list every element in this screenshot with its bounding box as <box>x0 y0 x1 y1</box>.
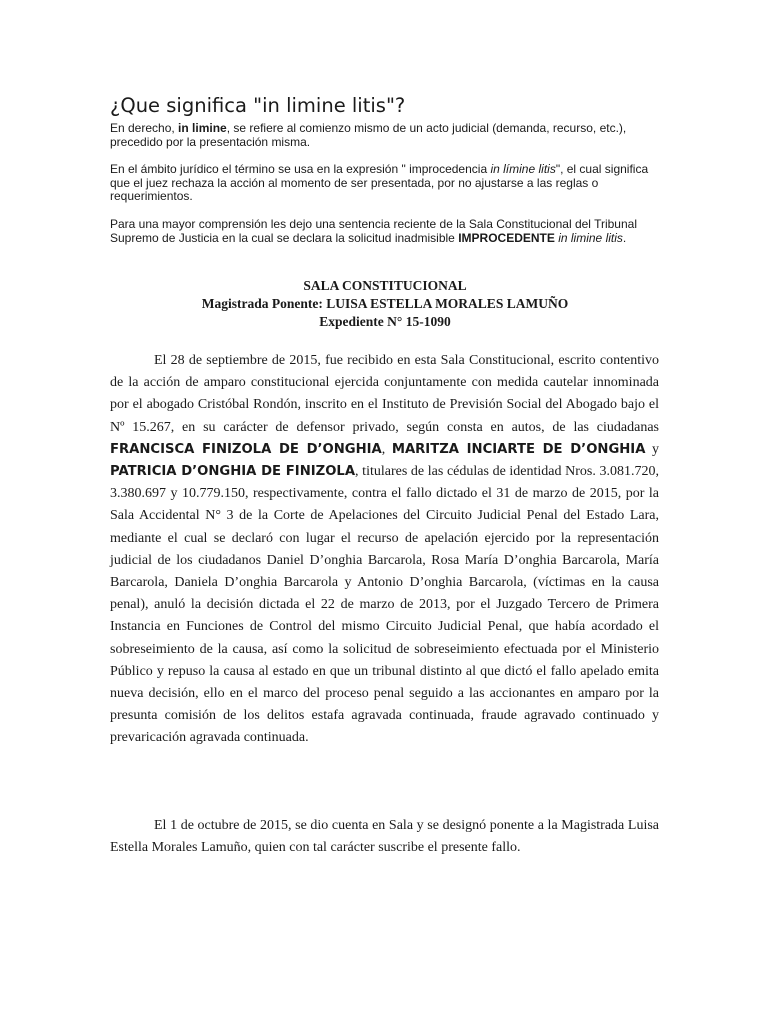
text-span: y <box>645 441 659 457</box>
bold-term: in limine <box>178 121 227 135</box>
bold-term: IMPROCEDENTE <box>458 230 555 245</box>
party-name: PATRICIA D’ONGHIA DE FINIZOLA <box>110 464 356 480</box>
ruling-paragraph-2 <box>110 815 659 859</box>
text-span: El 1 de octubre de 2015, se dio cuenta en Sala y se designó ponente a la Magistrada Luisa Estella Morales Lamuño, quien con tal carácter suscribe el presente fallo. <box>110 818 659 856</box>
italic-term: in límine litis <box>490 162 556 176</box>
text-span: Para una mayor comprensión les dejo una sentencia reciente de la Sala Constitucional del Tribunal Supremo de Justicia en la cual se declara la solicitud inadmisible <box>110 217 637 245</box>
text-span: . <box>622 230 627 245</box>
party-name: MARITZA INCIARTE DE D’ONGHIA <box>391 441 646 457</box>
italic-term: in limine litis <box>558 230 623 245</box>
intro-paragraph <box>110 218 662 245</box>
definition-paragraph <box>110 122 662 149</box>
ruling-heading <box>110 277 660 331</box>
text-span: , titulares de las cédulas de identidad Nros. 3.081.720, 3.380.697 y 10.779.150, respectivamente, contra el fallo dictado el 31 de marzo de 2015, por la Sala Accidental N° 3 de la Corte de Apelaciones del Circuito Judicial Penal del Estado Lara, mediante el cual se declaró con lugar el recurso de apelación ejercido por la representación judicial de los ciudadanos Daniel D’onghia Barcarola, Rosa María D’onghia Barcarola, María Barcarola, Daniela D’onghia Barcarola y Antonio D’onghia Barcarola, (víctimas en la causa penal), anuló la decisión dictada el 22 de marzo de 2013, por el Juzgado Tercero de Primera Instancia en Funciones de Control del mismo Circuito Judicial Penal, que había acordado el sobreseimiento de la causa, así como la solicitud de sobreseimiento efectuada por el Ministerio Público y repuso la causa al estado en que un tribunal distinto al que dictó el fallo apelado emita nueva decisión, ello en el marco del proceso penal seguido a las accionantes en amparo por la presunta comisión de los delitos estafa agravada continuada, fraude agravado continuado y prevaricación agravada continuada. <box>110 464 659 746</box>
usage-paragraph <box>110 163 662 204</box>
court-name: SALA CONSTITUCIONAL <box>303 278 467 293</box>
text-span: En derecho, <box>110 121 179 135</box>
party-name: FRANCISCA FINIZOLA DE D’ONGHIA <box>110 441 382 457</box>
text-span: , <box>381 441 392 457</box>
magistrate-line: Magistrada Ponente: LUISA ESTELLA MORALES LAMUÑO <box>201 296 569 311</box>
case-number: Expediente N° 15-1090 <box>319 314 451 329</box>
ruling-paragraph-1 <box>110 350 659 750</box>
text-span: El 28 de septiembre de 2015, fue recibido en esta Sala Constitucional, escrito contentivo de la acción de amparo constitucional ejercida conjuntamente con medida cautelar innominada por el abogado Cristóbal Rondón, inscrito en el Instituto de Previsión Social del Abogado bajo el Nº 15.267, en su carácter de defensor privado, según consta en autos, de las ciudadanas <box>110 353 659 435</box>
text-span: , se refiere al comienzo mismo de un acto judicial (demanda, recurso, etc.), precedido por la presentación misma. <box>110 121 627 149</box>
page-title: ¿Que significa "in limine litis"? <box>110 94 406 117</box>
text-span: ", el cual significa que el juez rechaza la acción al momento de ser presentada, por no ajustarse a las reglas o requerimientos. <box>110 162 649 203</box>
text-span: En el ámbito jurídico el término se usa en la expresión " improcedencia <box>110 162 491 176</box>
